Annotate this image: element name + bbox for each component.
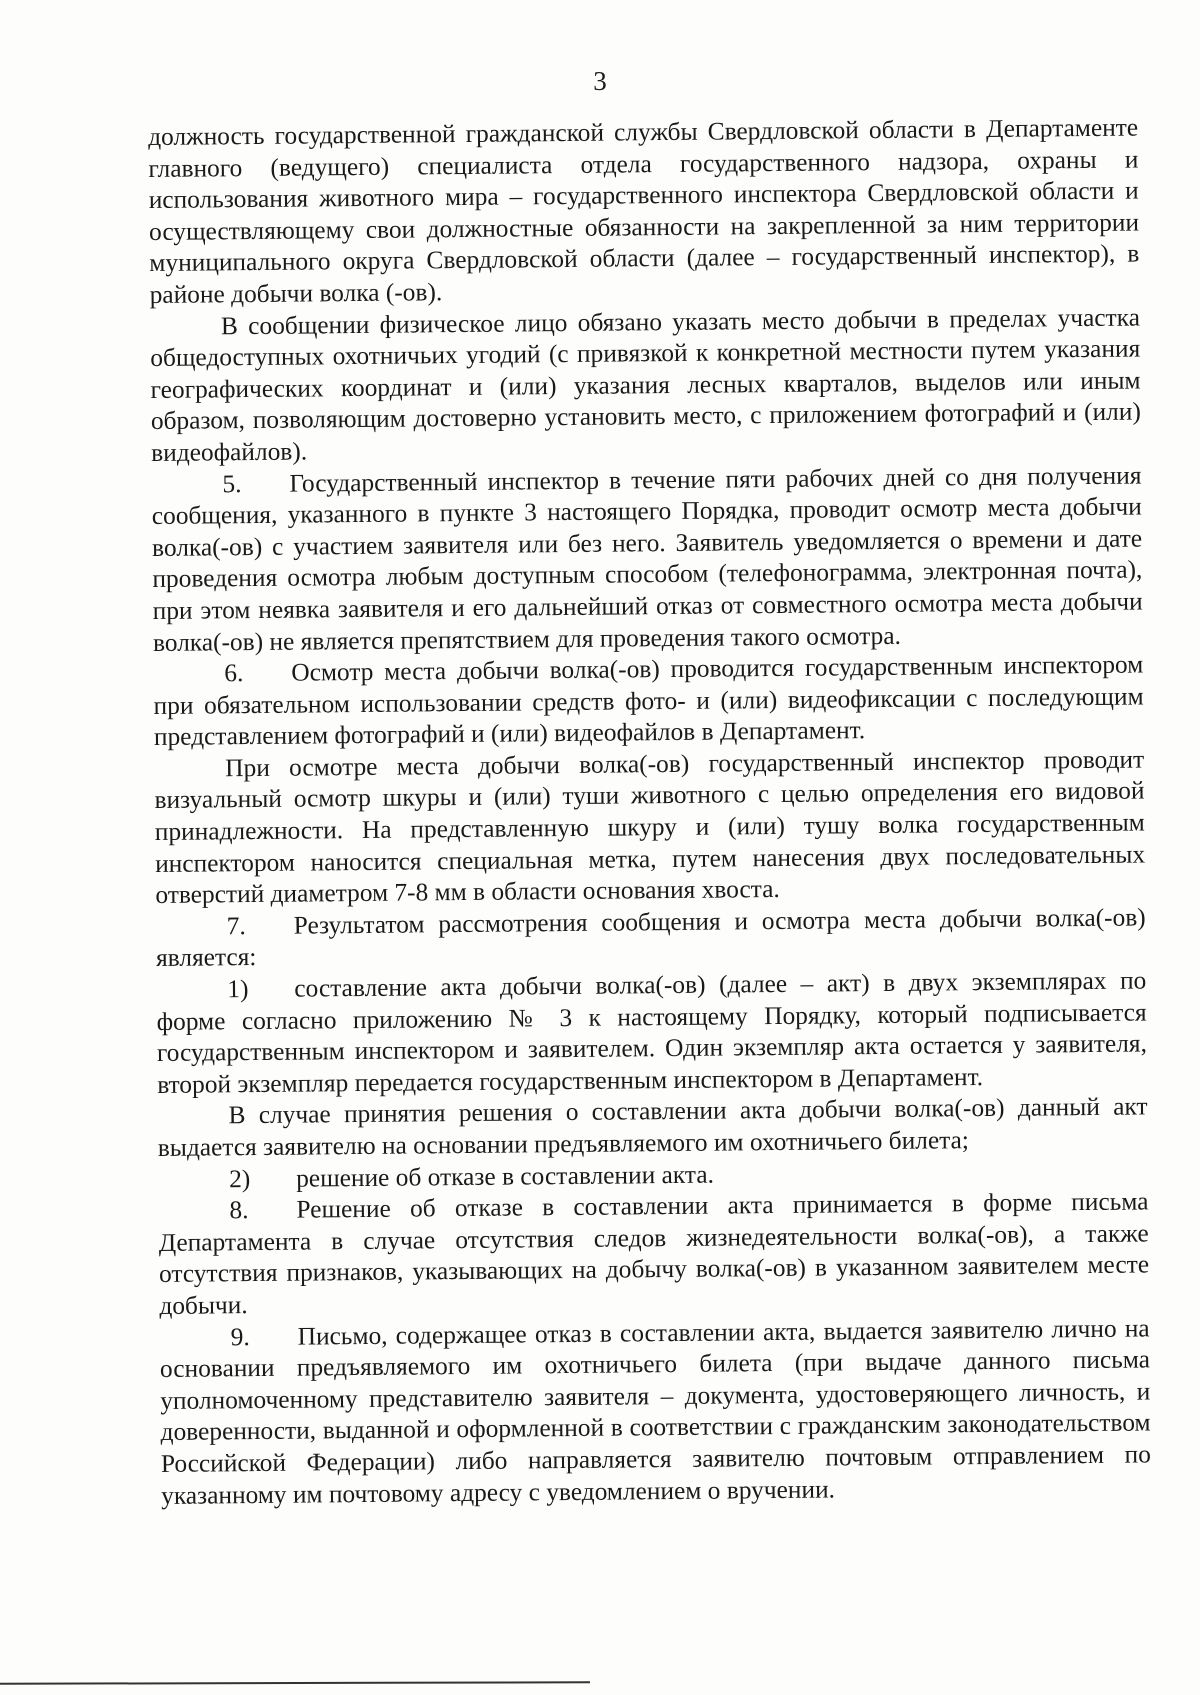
subclause-1 [156, 965, 1147, 1101]
paragraph-act-issuance [157, 1092, 1148, 1165]
clause-text: Результатом рассмотрения сообщения и осмотра места добычи волка(-ов) является: [155, 903, 1146, 973]
subclause-text: решение об отказе в составлении акта. [296, 1160, 715, 1193]
clause-number: 7. [226, 911, 246, 941]
clause-number: 9. [230, 1322, 250, 1351]
clause-7 [156, 902, 1147, 975]
clause-text: Осмотр места добычи волка(-ов) проводится государственным инспектором при обязательном использовании средств фото- и (или) видеофиксации с последующим представлением фотографий и (или) видеофайлов в Департамент. [153, 650, 1144, 752]
paragraph-text: При осмотре места добычи волка(-ов) государственный инспектор проводит визуальный осмотр шкуры и (или) туши животного с целью определения его видовой принадлежности. На представленную шкуру и (или) тушу волка государственным инспектором наносится специальная метка, путем нанесения двух последовательных отверстий диаметром 7-8 мм в области основания хвоста. [154, 745, 1146, 910]
clause-text: Государственный инспектор в течение пяти рабочих дней со дня получения сообщения, указанного в пункте 3 настоящего Порядка, проводит осмотр места добычи волка(-ов) с участием заявителя или без него. Заявитель уведомляется о времени и дате проведения осмотра любым доступным способом (телефонограмма, электронная почта), при этом неявка заявителя и его дальнейший отказ от совместного осмотра места добычи волка(-ов) не является препятствием для проведения такого осмотра. [151, 461, 1143, 657]
clause-5 [151, 460, 1143, 659]
clause-8 [158, 1187, 1149, 1323]
paragraph-text: должность государственной гражданской службы Свердловской области в Департаменте главного (ведущего) специалиста отдела государственного надзора, охраны и использования животного мира – государственного инспектора Свердловской области и осуществляющему свои должностные обязанности на закрепленной за ним территории муниципального округа Свердловской области (далее – государственный инспектор), в районе добычи волка (-ов). [148, 113, 1140, 309]
paragraph-location-requirements [150, 302, 1141, 469]
clause-9 [160, 1313, 1152, 1512]
clause-number: 8. [229, 1196, 249, 1225]
paragraph-text: В случае принятия решения о составлении акта добычи волка(-ов) данный акт выдается заявителю на основании предъявляемого им охотничьего билета; [157, 1092, 1148, 1162]
subclause-number: 1) [227, 975, 249, 1004]
document-body [148, 112, 1151, 1512]
clause-6 [153, 650, 1144, 754]
subclause-number: 2) [229, 1164, 251, 1193]
bottom-divider-line [0, 1681, 590, 1685]
clause-text: Письмо, содержащее отказ в составлении акта, выдается заявителю лично на основании предъявляемого им охотничьего билета (при выдаче данного письма уполномоченному представителю заявителя – документа, удостоверяющего личность, и доверенности, выданной и оформленной в соответствии с гражданским законодательством Российской Федерации) либо направляется заявителю почтовым отправлением по указанному им почтовому адресу с уведомлением о вручении. [159, 1314, 1151, 1510]
subclause-text: составление акта добычи волка(-ов) (далее – акт) в двух экземплярах по форме согласно приложению № 3 к настоящему Порядку, который подписывается государственным инспектором и заявителем. Один экземпляр акта остается у заявителя, второй экземпляр передается государственным инспектором в Департамент. [156, 966, 1148, 1099]
clause-number: 5. [222, 469, 242, 498]
page-number: 3 [593, 66, 607, 96]
clause-number: 6. [224, 659, 244, 688]
paragraph-text: В сообщении физическое лицо обязано указать место добычи в пределах участка общедоступных охотничьих угодий (с привязкой к конкретной местности путем указания географических координат и (или) указания лесных кварталов, выделов или иным образом, позволяющим достоверно установить место, с приложением фотографий и (или) видеофайлов). [150, 303, 1141, 467]
clause-text: Решение об отказе в составлении акта принимается в форме письма Департамента в случае отсутствия следов жизнедеятельности волка(-ов), а также отсутствия признаков, указывающих на добычу волка(-ов) в указанном заявителем месте добычи. [158, 1187, 1150, 1320]
paragraph-inspection-details [154, 744, 1145, 911]
paragraph-continuation [148, 112, 1140, 311]
